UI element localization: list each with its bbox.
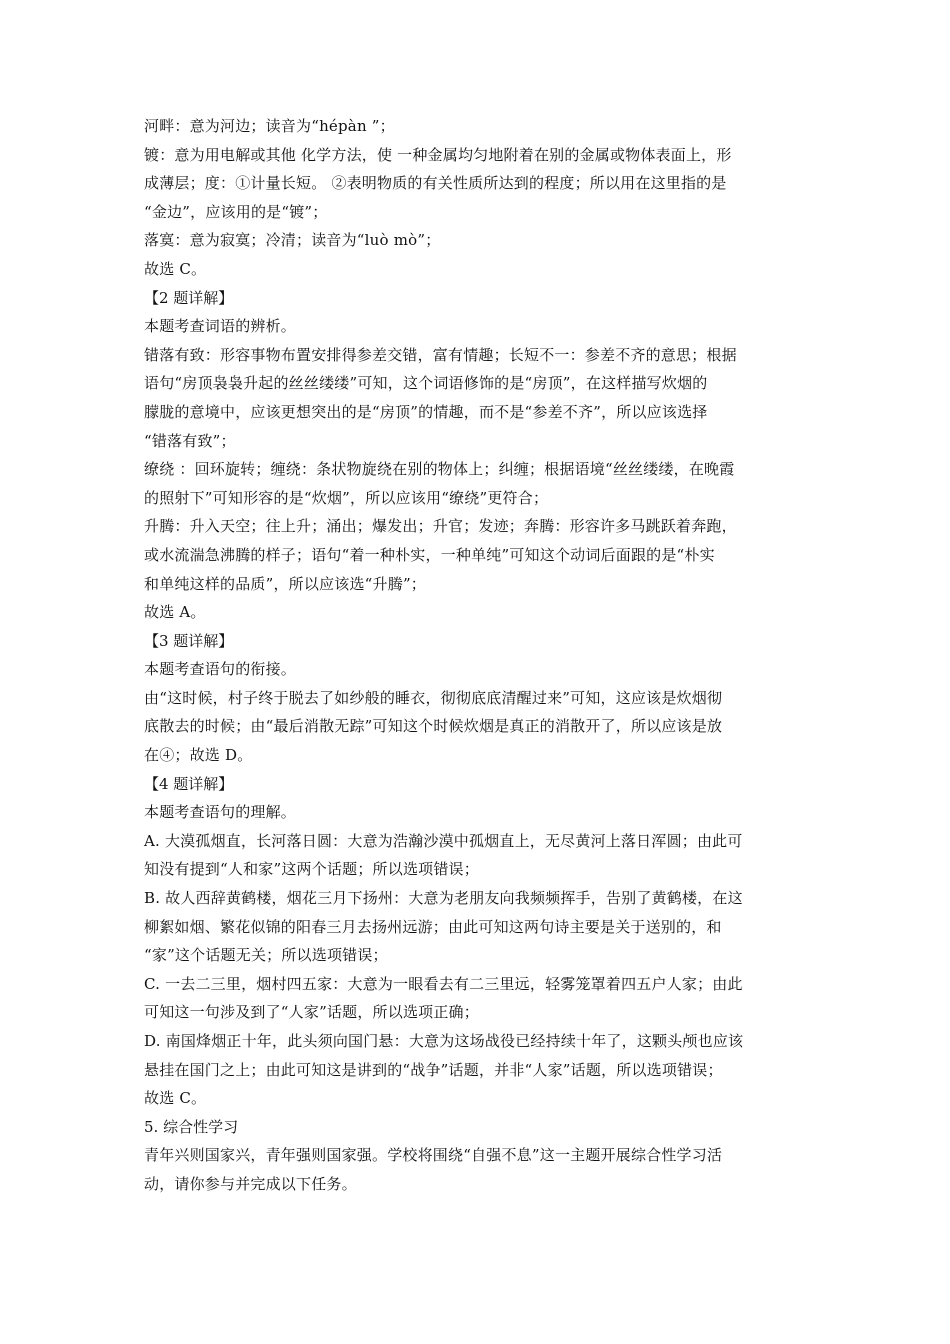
text-line: 知没有提到“人和家”这两个话题；所以选项错误； [144, 860, 479, 879]
text-line: 由“这时候，村子终于脱去了如纱般的睡衣，彻彻底底清醒过来”可知，这应该是炊烟彻 [144, 688, 723, 707]
text-line: D. 南国烽烟正十年，此头须向国门悬：大意为这场战役已经持续十年了，这颗头颅也应该 [144, 1032, 744, 1050]
text-line: 故选 C。 [144, 259, 207, 278]
text-line: 镀：意为用电解或其他 化学方法，使 一种金属均匀地附着在别的金属或物体表面上，形 [144, 145, 732, 164]
text-line: 落寞：意为寂寞；冷清；读音为“luò mò”； [144, 231, 441, 250]
text-line: “金边”，应该用的是“镀”； [144, 202, 328, 221]
section-heading-q2: 【2 题详解】 [144, 288, 234, 307]
text-line: 青年兴则国家兴，青年强则国家强。学校将围绕“自强不息”这一主题开展综合性学习活 [144, 1146, 723, 1165]
text-line: 缭绕 ：回环旋转；缠绕：条状物旋绕在别的物体上；纠缠；根据语境“丝丝缕缕，在晚霞 [144, 460, 735, 479]
text-line: 本题考查语句的衔接。 [144, 660, 297, 679]
text-line: 河畔：意为河边；读音为“hépàn ”； [144, 117, 395, 135]
text-line: 在④；故选 D。 [144, 746, 253, 765]
text-line: 的照射下”可知形容的是“炊烟”，所以应该用“缭绕”更符合； [144, 488, 549, 507]
text-line: 可知这一句涉及到了“人家”话题，所以选项正确； [144, 1003, 479, 1022]
text-line: B. 故人西辞黄鹤楼，烟花三月下扬州：大意为老朋友向我频频挥手，告别了黄鹤楼，在这 [144, 889, 743, 908]
text-line: 底散去的时候；由“最后消散无踪”可知这个时候炊烟是真正的消散开了，所以应该是放 [144, 717, 723, 736]
text-line: 柳絮如烟、繁花似锦的阳春三月去扬州远游；由此可知这两句诗主要是关于送别的，和 [144, 917, 722, 936]
text-line: 悬挂在国门之上；由此可知这是讲到的“战争”话题，并非“人家”话题，所以选项错误； [144, 1060, 723, 1079]
text-line: 本题考查词语的辨析。 [144, 317, 297, 336]
text-line: 或水流湍急沸腾的样子；语句“着一种朴实，一种单纯”可知这个动词后面跟的是“朴实 [144, 545, 715, 564]
text-line: 语句“房顶袅袅升起的丝丝缕缕”可知，这个词语修饰的是“房顶”，在这样描写炊烟的 [144, 374, 708, 393]
section-heading-q3: 【3 题详解】 [144, 631, 234, 650]
text-line: 本题考查语句的理解。 [144, 803, 297, 822]
text-line: 升腾：升入天空；往上升；涌出；爆发出；升官；发迹；奔腾：形容许多马跳跃着奔跑， [144, 517, 737, 536]
text-line: 故选 A。 [144, 603, 206, 622]
text-line: “错落有致”； [144, 431, 236, 450]
text-line: 朦胧的意境中，应该更想突出的是“房顶”的情趣，而不是“参差不齐”，所以应该选择 [144, 402, 708, 421]
text-line: “家”这个话题无关；所以选项错误； [144, 946, 388, 965]
text-line: 成薄层；度：①计量长短。 ②表明物质的有关性质所达到的程度；所以用在这里指的是 [144, 174, 727, 193]
text-line: A. 大漠孤烟直，长河落日圆：大意为浩瀚沙漠中孤烟直上，无尽黄河上落日浑圆；由此可 [144, 831, 743, 850]
section-heading-q4: 【4 题详解】 [144, 774, 234, 793]
text-line: C. 一去二三里，烟村四五家：大意为一眼看去有二三里远，轻雾笼罩着四五户人家；由此 [144, 974, 743, 993]
text-line: 错落有致：形容事物布置安排得参差交错，富有情趣；长短不一：参差不齐的意思；根据 [144, 345, 737, 364]
section-heading-q5: 5. 综合性学习 [144, 1117, 239, 1136]
text-line: 动，请你参与并完成以下任务。 [144, 1174, 357, 1193]
document-body [144, 112, 808, 1199]
text-line: 故选 C。 [144, 1089, 207, 1108]
text-line: 和单纯这样的品质”，所以应该选“升腾”； [144, 574, 427, 593]
